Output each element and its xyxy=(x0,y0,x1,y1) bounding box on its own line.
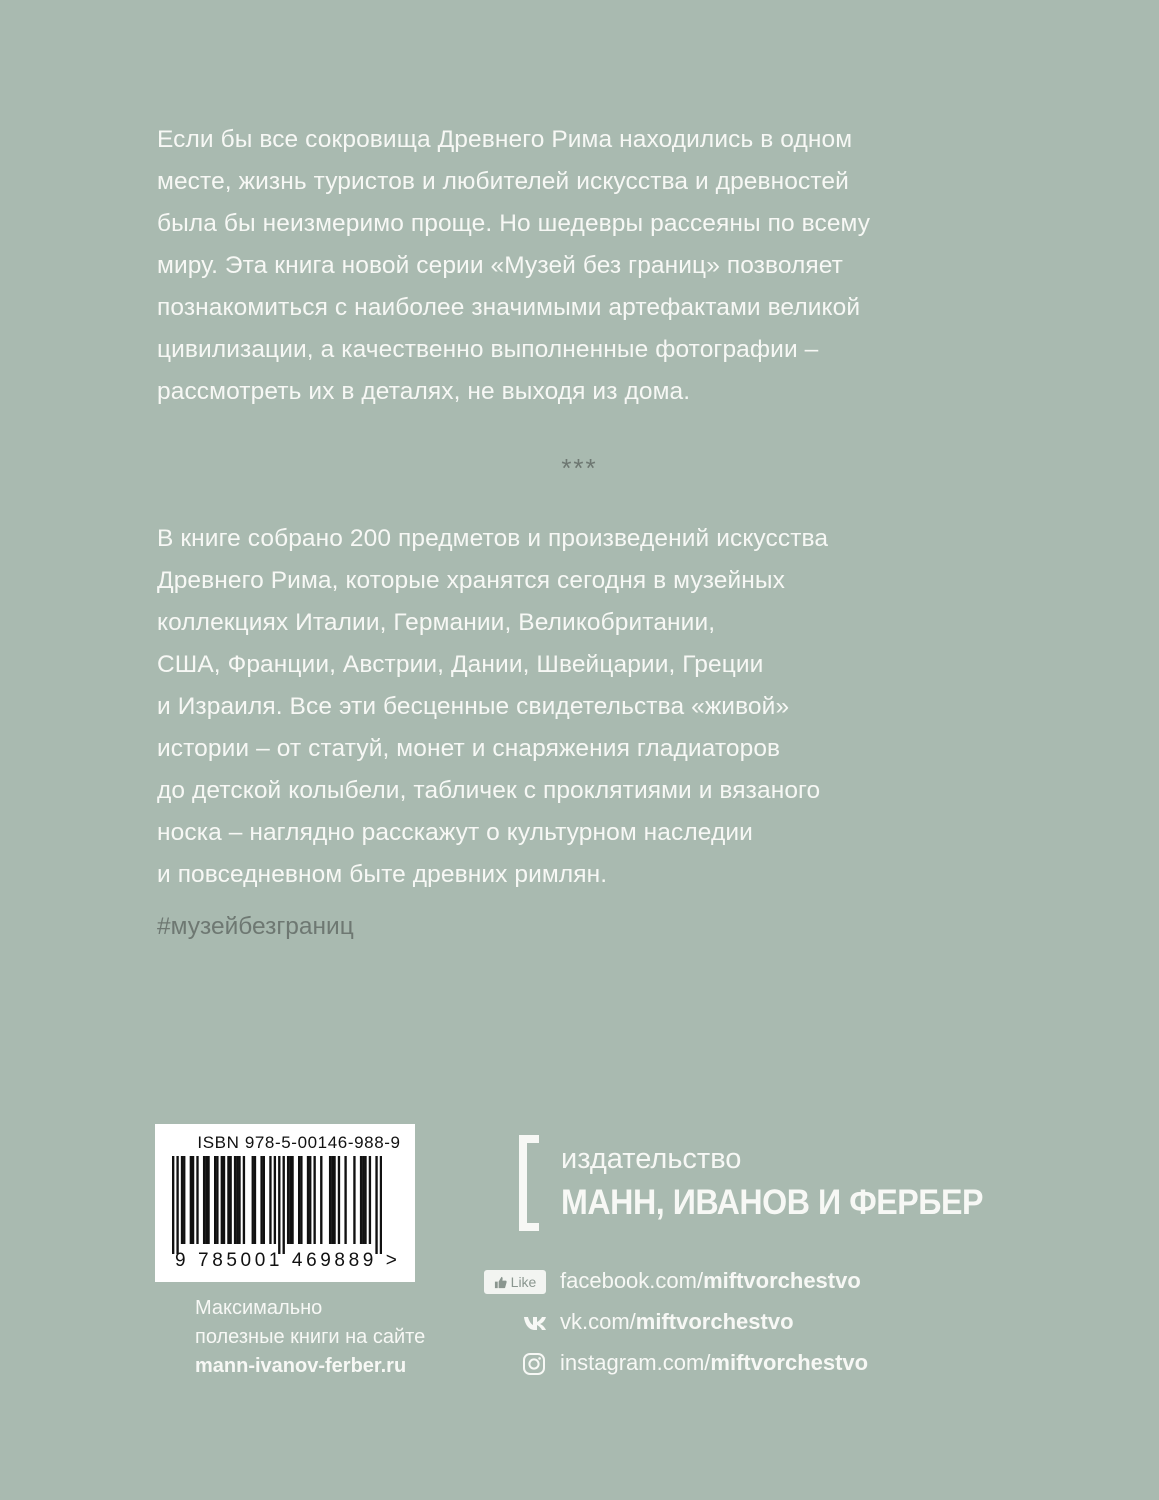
facebook-handle: miftvorchestvo xyxy=(703,1268,861,1293)
barcode-bar xyxy=(229,1156,231,1244)
barcode-bar xyxy=(181,1156,183,1244)
barcode-bar xyxy=(252,1156,254,1244)
barcode-bar xyxy=(380,1156,382,1254)
publisher-bracket-logo xyxy=(519,1135,539,1231)
section-separator: *** xyxy=(561,453,598,483)
barcode-bar xyxy=(221,1156,223,1244)
barcode-bar xyxy=(263,1156,265,1244)
like-button-label: Like xyxy=(510,1274,537,1290)
text-line: В книге собрано 200 предметов и произведений искусства xyxy=(157,525,829,552)
vk-logo-icon xyxy=(523,1316,547,1330)
barcode-bar xyxy=(216,1156,218,1244)
barcode-bar xyxy=(289,1156,291,1244)
barcode-bar xyxy=(238,1156,240,1244)
barcode-bar xyxy=(369,1156,371,1244)
publisher-website-link[interactable]: mann-ivanov-ferber.ru xyxy=(195,1355,407,1377)
text-line: и повседневном быте древних римлян. xyxy=(157,861,608,888)
facebook-link[interactable] xyxy=(560,1268,861,1294)
barcode-icon xyxy=(172,1156,382,1254)
text-line: носка – наглядно расскажут о культурном наследии xyxy=(157,819,753,846)
barcode-bar xyxy=(338,1156,340,1244)
text-line: Древнего Рима, которые хранятся сегодня в музейных xyxy=(157,567,785,594)
barcode-bar xyxy=(176,1156,178,1254)
facebook-prefix: facebook.com/ xyxy=(560,1268,704,1293)
barcode-bar xyxy=(291,1156,293,1244)
text-line: познакомиться с наиболее значимыми артефактами великой xyxy=(157,294,861,321)
vk-handle: miftvorchestvo xyxy=(635,1309,794,1334)
barcode-bar xyxy=(254,1156,256,1244)
text-line: была бы неизмеримо проще. Но шедевры рассеяны по всему xyxy=(157,210,871,237)
ean-digits: 9 785001 469889 > xyxy=(175,1250,401,1271)
barcode-bar xyxy=(331,1156,333,1244)
instagram-prefix: instagram.com/ xyxy=(560,1350,711,1375)
description-paragraph-2 xyxy=(157,518,1017,896)
barcode-bar xyxy=(196,1156,198,1244)
barcode-bar xyxy=(360,1156,362,1244)
text-line: миру. Эта книга новой серии «Музей без границ» позволяет xyxy=(157,252,844,279)
barcode-bar xyxy=(243,1156,245,1244)
text-line: США, Франции, Австрии, Дании, Швейцарии, Греции xyxy=(157,651,764,678)
vk-icon[interactable] xyxy=(522,1312,548,1334)
barcode-bar xyxy=(298,1156,300,1244)
barcode-bar xyxy=(207,1156,209,1244)
text-line: до детской колыбели, табличек с проклятиями и вязаного xyxy=(157,777,821,804)
barcode-bar xyxy=(223,1156,225,1244)
vk-prefix: vk.com/ xyxy=(560,1309,636,1334)
instagram-handle: miftvorchestvo xyxy=(710,1350,869,1375)
barcode-bar xyxy=(278,1156,280,1254)
instagram-icon[interactable] xyxy=(522,1352,546,1381)
isbn-barcode xyxy=(155,1124,415,1282)
text-line: рассмотреть их в деталях, не выходя из дома. xyxy=(157,378,691,405)
barcode-bar xyxy=(183,1156,185,1244)
instagram-logo-icon xyxy=(522,1352,546,1376)
promo-text xyxy=(195,1294,425,1381)
text-line: Если бы все сокровища Древнего Рима находились в одном xyxy=(157,126,853,153)
text-line: цивилизации, а качественно выполненные фотографии – xyxy=(157,336,819,363)
barcode-bar xyxy=(214,1156,216,1244)
barcode-bar xyxy=(260,1156,262,1244)
barcode-bar xyxy=(333,1156,335,1244)
barcode-bar xyxy=(300,1156,302,1244)
barcode-bar xyxy=(234,1156,236,1244)
barcode-bar xyxy=(190,1156,192,1244)
barcode-bar xyxy=(329,1156,331,1244)
barcode-bar xyxy=(283,1156,285,1254)
text-line: и Израиля. Все эти бесценные свидетельства «живой» xyxy=(157,693,790,720)
barcode-bar xyxy=(287,1156,289,1244)
instagram-link[interactable] xyxy=(560,1350,868,1376)
barcode-bar xyxy=(227,1156,229,1244)
barcode-bar xyxy=(320,1156,322,1244)
barcode-bar xyxy=(269,1156,271,1244)
text-line: месте, жизнь туристов и любителей искусства и древностей xyxy=(157,168,849,195)
vk-link[interactable] xyxy=(560,1309,794,1335)
barcode-bar xyxy=(309,1156,311,1244)
thumbs-up-icon xyxy=(494,1276,507,1289)
barcode-bar xyxy=(274,1156,276,1244)
barcode-bar xyxy=(344,1156,346,1244)
promo-line: Максимально xyxy=(195,1297,323,1319)
barcode-bar xyxy=(192,1156,194,1244)
publisher-name: МАНН, ИВАНОВ И ФЕРБЕР xyxy=(561,1183,983,1222)
publisher-label: издательство xyxy=(561,1143,742,1175)
barcode-bar xyxy=(307,1156,309,1244)
isbn-label: ISBN 978-5-00146-988-9 xyxy=(197,1133,401,1152)
barcode-bar xyxy=(362,1156,364,1244)
barcode-bar xyxy=(203,1156,205,1244)
description-paragraph-1 xyxy=(157,119,1017,413)
barcode-bar xyxy=(375,1156,377,1254)
text-line: коллекциях Италии, Германии, Великобритании, xyxy=(157,609,716,636)
barcode-bar xyxy=(172,1156,174,1254)
barcode-bar xyxy=(236,1156,238,1244)
barcode-bar xyxy=(353,1156,355,1244)
thumbs-up-like-icon[interactable] xyxy=(484,1270,546,1294)
text-line: истории – от статуй, монет и снаряжения гладиаторов xyxy=(157,735,781,762)
hashtag: #музейбезграниц xyxy=(157,913,354,940)
barcode-bar xyxy=(313,1156,315,1244)
barcode-bar xyxy=(364,1156,366,1244)
barcode-bar xyxy=(205,1156,207,1244)
promo-line: полезные книги на сайте xyxy=(195,1326,426,1348)
